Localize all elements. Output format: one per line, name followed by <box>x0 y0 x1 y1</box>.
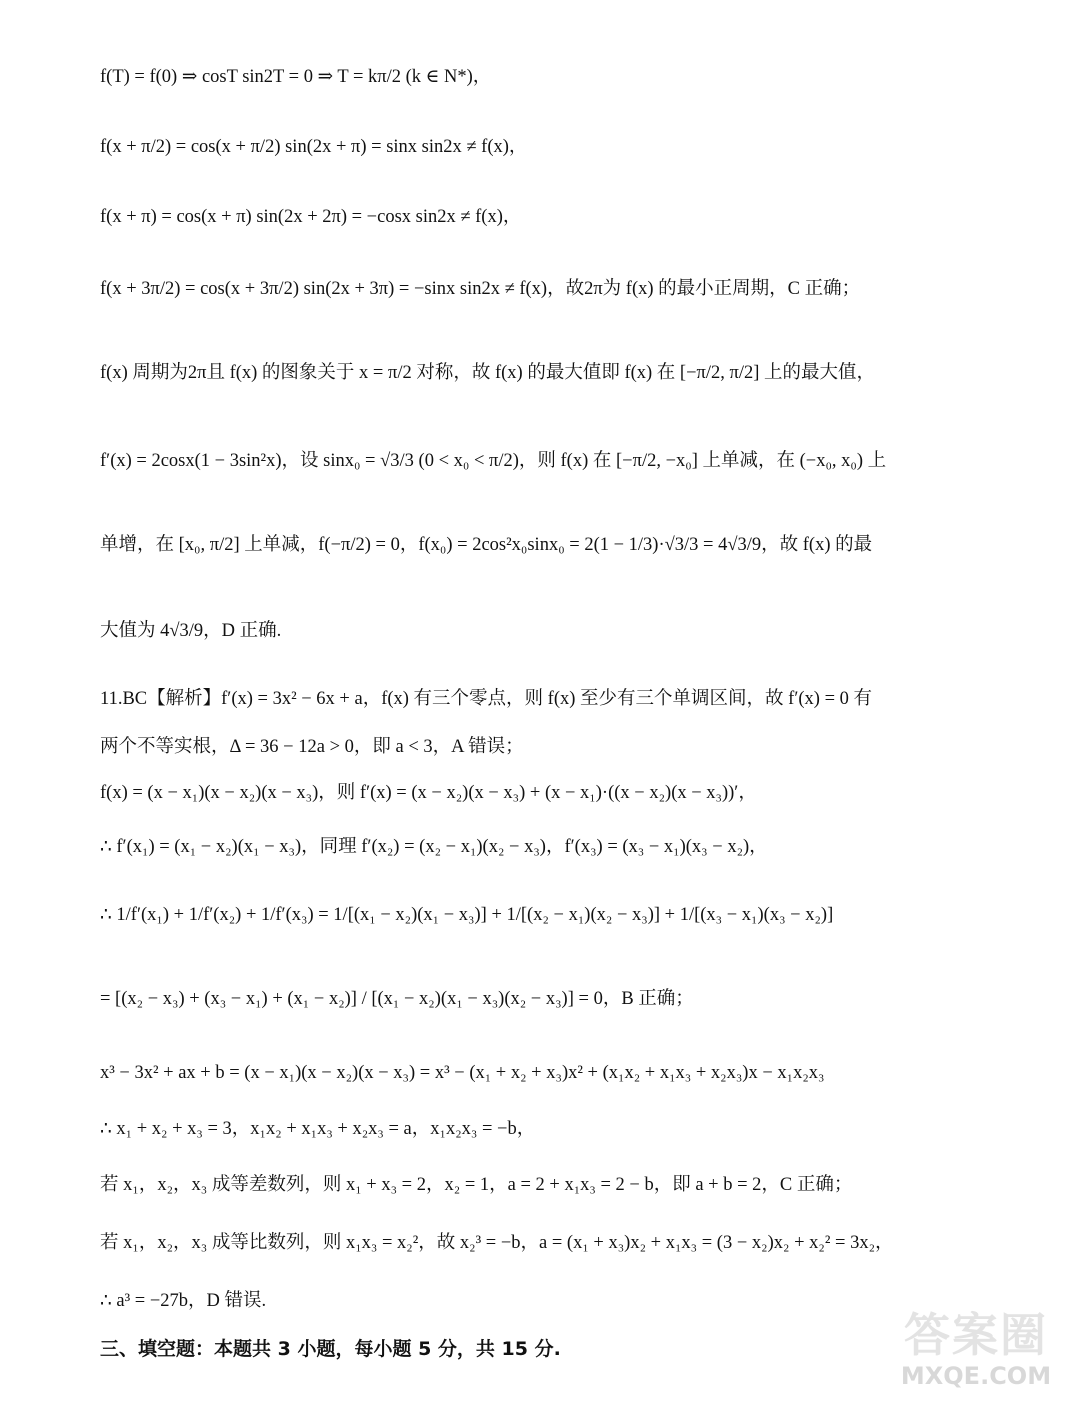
solution-line: f(x + π/2) = cos(x + π/2) sin(2x + π) = sinx sin2x ≠ f(x)， <box>100 137 528 157</box>
solution-line: f′(x) = 2cosx(1 − 3sin²x)，设 sinx₀ = √3/3 (0 < x₀ < π/2)，则 f(x) 在 [−π/2, −x₀] 上单减，在 (−x₀, x₀) 上 <box>100 451 887 471</box>
solution-line: 若 x₁，x₂，x₃ 成等差数列，则 x₁ + x₃ = 2，x₂ = 1，a = 2 + x₁x₃ = 2 − b，即 a + b = 2，C 正确； <box>100 1175 853 1195</box>
solution-line: ∴ x₁ + x₂ + x₃ = 3，x₁x₂ + x₁x₃ + x₂x₃ = a，x₁x₂x₃ = −b， <box>100 1119 536 1139</box>
solution-line: 若 x₁，x₂，x₃ 成等比数列，则 x₁x₃ = x₂²，故 x₂³ = −b，a = (x₁ + x₃)x₂ + x₁x₃ = (3 − x₂)x₂ + x₂² = 3x₂， <box>100 1233 894 1253</box>
solution-line: f(x + 3π/2) = cos(x + 3π/2) sin(2x + 3π) = −sinx sin2x ≠ f(x)，故2π为 f(x) 的最小正周期，C 正确； <box>100 279 861 299</box>
solution-line: 大值为 4√3/9，D 正确. <box>100 621 282 641</box>
solution-line: x³ − 3x² + ax + b = (x − x₁)(x − x₂)(x − x₃) = x³ − (x₁ + x₂ + x₃)x² + (x₁x₂ + x₁x₃ + x₂x₃)x − x₁x₂x₃ <box>100 1063 825 1083</box>
section-heading: 三、填空题：本题共 3 小题，每小题 5 分，共 15 分. <box>100 1338 561 1360</box>
solution-line: f(T) = f(0) ⇒ cosT sin2T = 0 ⇒ T = kπ/2 (k ∈ N*)， <box>100 67 492 87</box>
solution-line: 两个不等实根，Δ = 36 − 12a > 0，即 a < 3，A 错误； <box>100 737 524 757</box>
solution-line: 11.BC【解析】f′(x) = 3x² − 6x + a，f(x) 有三个零点，则 f(x) 至少有三个单调区间，故 f′(x) = 0 有 <box>100 689 873 709</box>
watermark-url: MXQE.COM <box>900 1362 1052 1390</box>
solution-line: f(x) = (x − x₁)(x − x₂)(x − x₃)，则 f′(x) = (x − x₂)(x − x₃) + (x − x₁)·((x − x₂)(x − x₃))′， <box>100 783 757 803</box>
solution-line: = [(x₂ − x₃) + (x₃ − x₁) + (x₁ − x₂)] / [(x₁ − x₂)(x₁ − x₃)(x₂ − x₃)] = 0，B 正确； <box>100 989 694 1009</box>
solution-line: ∴ f′(x₁) = (x₁ − x₂)(x₁ − x₃)，同理 f′(x₂) = (x₂ − x₁)(x₂ − x₃)，f′(x₃) = (x₃ − x₁)(x₃ − x₂)， <box>100 837 768 857</box>
solution-line: ∴ 1/f′(x₁) + 1/f′(x₂) + 1/f′(x₃) = 1/[(x₁ − x₂)(x₁ − x₃)] + 1/[(x₂ − x₁)(x₂ − x₃)] + 1/[(x₃ − x₁)(x₃ − x₂)] <box>100 905 834 925</box>
watermark-logo <box>886 1309 1066 1401</box>
solution-line: f(x + π) = cos(x + π) sin(2x + 2π) = −cosx sin2x ≠ f(x)， <box>100 207 522 227</box>
solution-line: 单增，在 [x₀, π/2] 上单减，f(−π/2) = 0，f(x₀) = 2cos²x₀sinx₀ = 2(1 − 1/3)·√3/3 = 4√3/9，故 f(x) 的最 <box>100 535 873 555</box>
solution-line: f(x) 周期为2π且 f(x) 的图象关于 x = π/2 对称，故 f(x) 的最大值即 f(x) 在 [−π/2, π/2] 上的最大值， <box>100 363 876 383</box>
solution-line: ∴ a³ = −27b，D 错误. <box>100 1291 267 1311</box>
watermark-title: 答案圈 <box>904 1308 1048 1362</box>
